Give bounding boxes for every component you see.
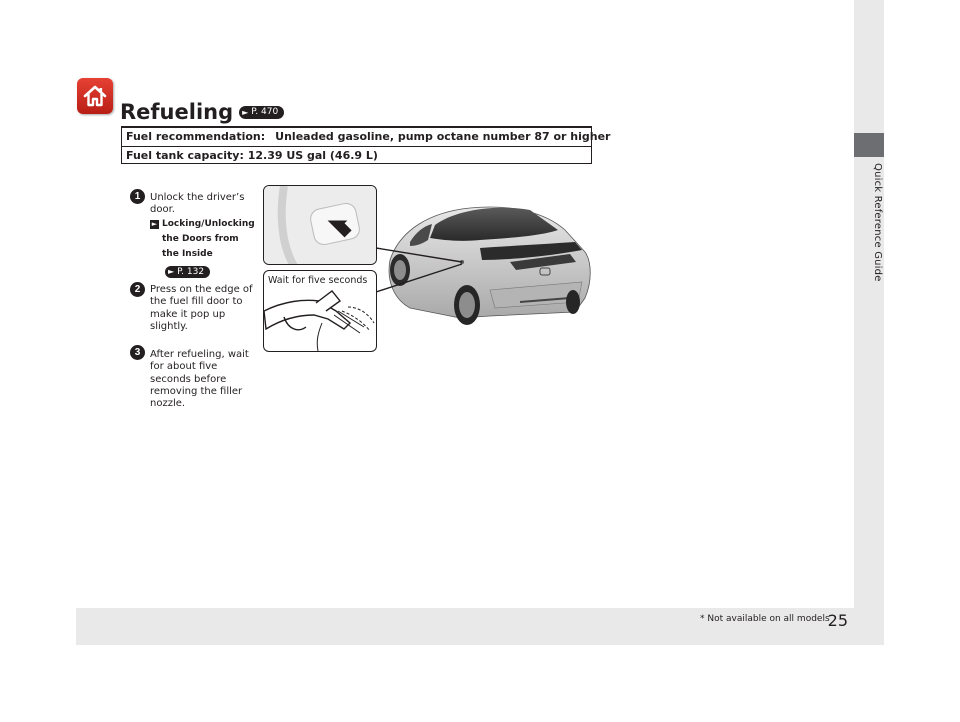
arrow-right-icon: ► <box>151 220 158 228</box>
step-2-line: Press on the edge of <box>150 284 253 295</box>
xref-line: Locking/Unlocking <box>162 219 255 229</box>
footnote: * Not available on all models <box>700 614 830 624</box>
fuel-capacity: Fuel tank capacity: 12.39 US gal (46.9 L) <box>122 146 591 164</box>
home-icon <box>82 84 108 108</box>
side-strip <box>854 0 884 645</box>
step-3-line: removing the filler <box>150 385 243 397</box>
step-2-line: the fuel fill door to <box>150 296 243 308</box>
home-button[interactable] <box>77 78 113 114</box>
nozzle-inset <box>263 270 377 352</box>
xref-line: the Doors from <box>162 234 239 244</box>
arrow-right-icon: ► <box>242 107 249 117</box>
fuel-recommendation <box>122 128 611 146</box>
step-3-badge: 3 <box>130 345 145 360</box>
step-2-line: slightly. <box>150 320 188 332</box>
step-1-page-ref-text: P. 132 <box>177 267 205 277</box>
section-tab[interactable] <box>854 133 884 157</box>
step-2-badge: 2 <box>130 282 145 297</box>
step-1-badge: 1 <box>130 189 145 204</box>
page-title: Refueling <box>120 100 234 124</box>
nozzle-caption: Wait for five seconds <box>268 275 368 286</box>
step-1-page-ref[interactable] <box>165 266 210 278</box>
step-1-cross-reference[interactable] <box>150 217 255 262</box>
step-3-line: seconds before <box>150 373 227 385</box>
xref-line: the Inside <box>162 249 213 259</box>
page-title-row <box>120 100 284 124</box>
step-3-text <box>150 349 249 410</box>
step-2-line: make it pop up <box>150 308 226 320</box>
section-label: Quick Reference Guide <box>872 162 883 282</box>
step-1-text <box>150 192 244 217</box>
arrow-right-icon: ► <box>168 267 175 276</box>
step-1-line: Unlock the driver’s <box>150 192 245 203</box>
step-3-line: nozzle. <box>150 398 186 410</box>
fuel-recommendation-value: Unleaded gasoline, pump octane number 87 or higher <box>275 130 611 143</box>
fuel-door-inset <box>263 185 377 265</box>
step-2-text <box>150 284 253 333</box>
step-3-line: for about five <box>150 361 218 373</box>
fuel-recommendation-label: Fuel recommendation: <box>126 130 266 143</box>
page-number: 25 <box>827 611 848 630</box>
fuel-door-drawing <box>264 186 377 265</box>
title-page-ref-text: P. 470 <box>251 106 279 117</box>
fuel-info-box <box>121 126 611 164</box>
step-1-line: door. <box>150 204 175 216</box>
title-page-ref[interactable] <box>239 106 284 119</box>
step-3-line: After refueling, wait <box>150 349 249 360</box>
leader-lines <box>370 240 470 300</box>
